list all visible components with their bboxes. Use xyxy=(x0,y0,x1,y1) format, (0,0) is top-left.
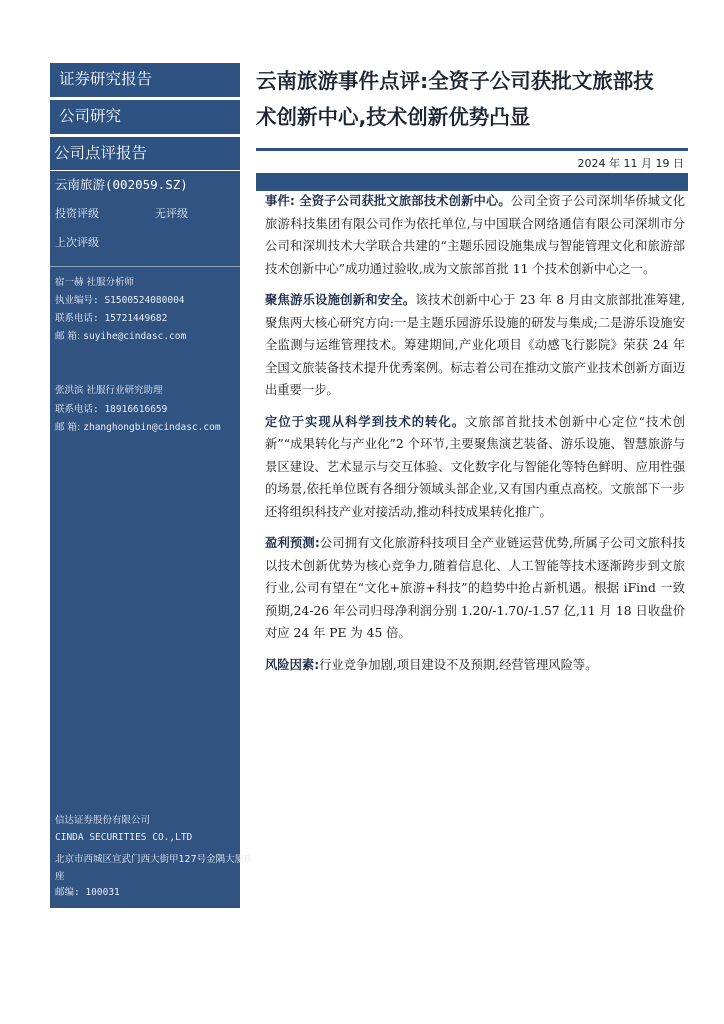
paragraph-text: 文旅部首批技术创新中心定位“技术创新”“成果转化与产业化”2 个环节,主要聚焦演艺装备、游乐设施、智慧旅游与景区建设、艺术显示与交互体验、文化数字化与智能化等特色鲜明、应用性强的场景,依托单位既有各细分领域头部企业,又有国内重点高校。文旅部下一步还将组织科技产业对接活动,推动科技成果转化推广。 xyxy=(265,414,685,519)
company-name-en: CINDA SECURITIES CO.,LTD xyxy=(55,832,193,843)
body-paragraph xyxy=(265,411,685,524)
report-date: 2024 年 11 月 19 日 xyxy=(577,157,684,170)
report-kind-label: 公司点评报告 xyxy=(54,144,148,162)
investment-rating-label: 投资评级 xyxy=(55,207,99,220)
company-postcode: 邮编: 100031 xyxy=(55,887,120,898)
analyst-1-name: 宿一赫 社服分析师 xyxy=(55,277,135,288)
paragraph-heading: 盈利预测: xyxy=(265,536,320,550)
company-address-line2: 座 xyxy=(55,871,65,882)
report-title-line2: 术创新中心,技术创新优势凸显 xyxy=(256,105,531,129)
paragraph-heading: 事件: 全资子公司获批文旅部技术创新中心。 xyxy=(265,194,511,208)
company-name-cn: 信达证券股份有限公司 xyxy=(55,815,151,826)
sidebar-panel xyxy=(50,171,251,908)
paragraph-heading: 定位于实现从科学到技术的转化。 xyxy=(265,414,466,429)
body-paragraph xyxy=(265,532,685,645)
analyst-2-email-row xyxy=(55,419,221,433)
analyst-1-phone: 联系电话: 15721449682 xyxy=(55,313,168,324)
report-type-label: 证券研究报告 xyxy=(59,70,153,88)
paragraph-heading: 聚焦游乐设施创新和安全。 xyxy=(265,293,416,307)
analyst-1-cert: 执业编号: S1500524080004 xyxy=(55,295,185,306)
paragraph-text: 公司全资子公司深圳华侨城文化旅游科技集团有限公司作为依托单位,与中国联合网络通信有限公司深圳市分公司和深圳技术大学联合共建的“主题乐园设施集成与智能管理文化和旅游部技术创新中心”成功通过验收,成为文旅部首批 11 个技术创新中心之一。 xyxy=(265,194,685,276)
report-kind-band xyxy=(50,137,240,170)
body-paragraph xyxy=(265,654,685,677)
company-address-line1: 北京市西城区宣武门西大街甲127号金隅大厦B xyxy=(55,854,251,865)
analyst-1-email-row xyxy=(55,328,186,342)
stock-ticker: 云南旅游(002059.SZ) xyxy=(55,177,188,192)
previous-rating-row xyxy=(55,234,99,250)
title-underline xyxy=(256,148,688,151)
analyst-1-email[interactable]: suyihe@cindasc.com xyxy=(83,331,187,342)
analyst-2-name: 张洪滨 社服行业研究助理 xyxy=(55,385,163,396)
report-title xyxy=(256,63,696,135)
body-paragraph xyxy=(265,190,685,280)
analyst-2-email-label: 邮 箱: xyxy=(55,422,81,433)
report-type-band xyxy=(50,63,240,97)
research-type-band xyxy=(50,100,240,134)
paragraph-heading: 风险因素: xyxy=(265,657,320,672)
investment-rating-row xyxy=(55,205,188,221)
paragraph-text: 该技术创新中心于 23 年 8 月由文旅部批准筹建,聚焦两大核心研究方向:一是主题乐园游乐设施的研发与集成;二是游乐设施安全监测与运维管理技术。筹建期间,产业化项目《动感飞行影院》荣获 24 年全国文旅装备技术提升优秀案例。标志着公司在推动文旅产业技术创新方面迈出重要一步。 xyxy=(265,293,685,397)
previous-rating-label: 上次评级 xyxy=(55,236,99,249)
research-type-label: 公司研究 xyxy=(59,107,122,125)
analyst-2-email[interactable]: zhanghongbin@cindasc.com xyxy=(83,422,221,433)
body-paragraph xyxy=(265,289,685,402)
paragraph-text: 公司拥有文化旅游科技项目全产业链运营优势,所属子公司文旅科技以技术创新优势为核心竞争力,随着信息化、人工智能等技术逐渐跨步到文旅行业,公司有望在“文化+旅游+科技”的趋势中抢占新机遇。根据 iFind 一致预期,24-26 年公司归母净利润分别 1.20/-1.70/-1.57 亿,11 月 18 日收盘价对应 24 年 PE 为 45 倍。 xyxy=(265,536,685,640)
date-band xyxy=(256,173,688,191)
paragraph-text: 行业竞争加剧,项目建设不及预期,经营管理风险等。 xyxy=(319,657,598,672)
analyst-1-email-label: 邮 箱: xyxy=(55,331,81,342)
analyst-2-phone: 联系电话: 18916616659 xyxy=(55,404,168,415)
investment-rating-value: 无评级 xyxy=(155,207,188,220)
report-title-line1: 云南旅游事件点评:全资子公司获批文旅部技 xyxy=(256,69,654,93)
report-body xyxy=(265,190,685,685)
sidebar-divider xyxy=(50,266,240,267)
